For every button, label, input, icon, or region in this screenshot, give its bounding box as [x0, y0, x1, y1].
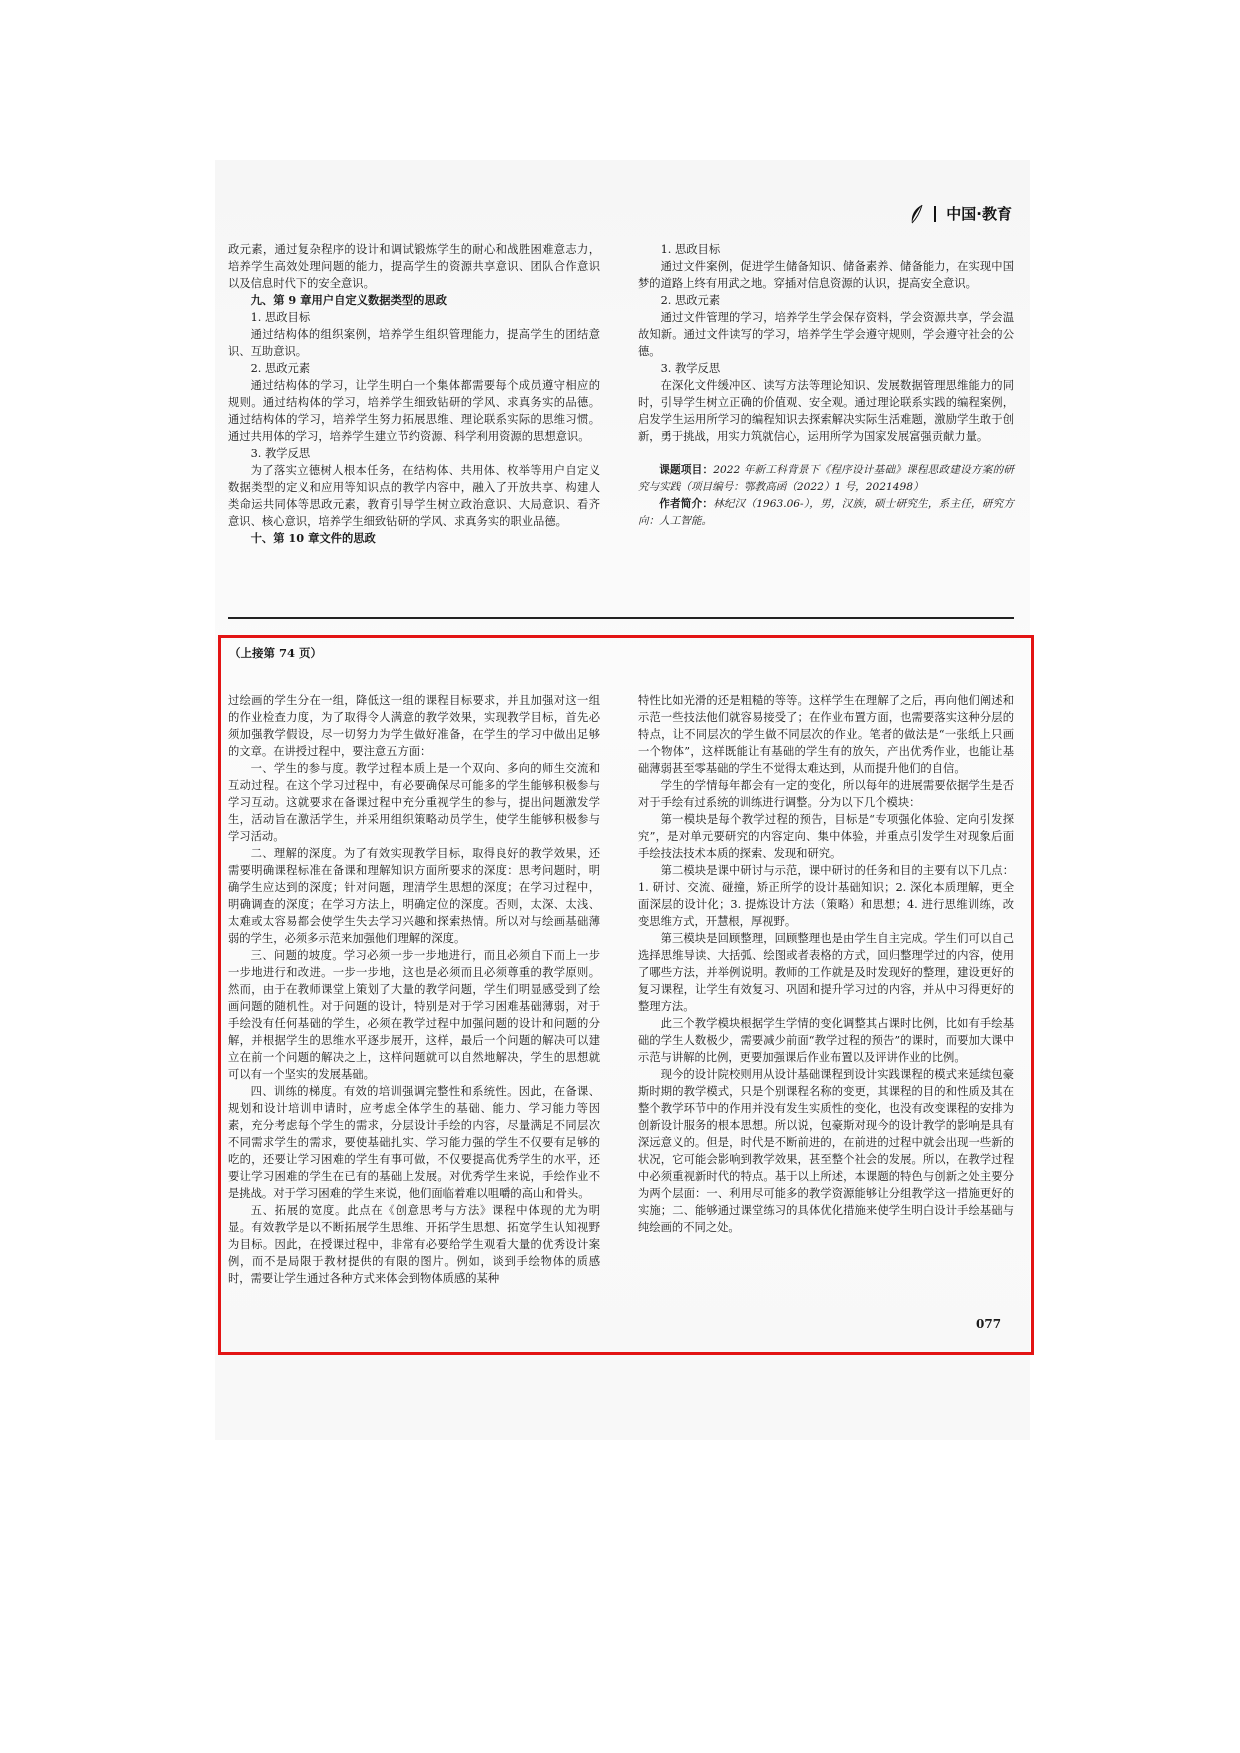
paragraph: 第二模块是课中研讨与示范，课中研讨的任务和目的主要有以下几点：1. 研讨、交流、碰撞，矫正所学的设计基础知识；2. 深化本质理解，更全面深层的设计化；3. 提炼设计方法（策略）和思想；4. 进行思维训练，改变思维方式，开慧根，厚视野。 — [638, 864, 1014, 928]
paragraph: 第一模块是每个教学过程的预告，目标是“专项强化体验、定向引发探究”，是对单元要研究的内容定向、集中体验，并重点引发学生对现象后面手绘技法技术本质的探索、发现和研究。 — [638, 813, 1014, 860]
header-divider — [934, 206, 936, 222]
section-heading: 十、第 10 章文件的思政 — [250, 531, 376, 545]
subheading: 2. 思政元素 — [660, 294, 721, 307]
subheading: 1. 思政目标 — [660, 243, 721, 256]
project-label: 课题项目： — [659, 464, 714, 476]
paragraph: 学生的学情每年都会有一定的变化，所以每年的进展需要依据学生是否对于手绘有过系统的训练进行调整。分为以下几个模块： — [638, 779, 1014, 809]
subheading: 3. 教学反思 — [660, 362, 721, 375]
top-left-column — [228, 241, 600, 547]
author-note — [638, 496, 1014, 530]
paragraph: 此三个教学模块根据学生学情的变化调整其占课时比例，比如有手绘基础的学生人数极少，需要减少前面“教学过程的预告”的课时，而要加大课中示范与讲解的比例，更要加强课后作业布置以及评讲作业的比例。 — [638, 1017, 1014, 1064]
paragraph: 特性比如光滑的还是粗糙的等等。这样学生在理解了之后，再向他们阐述和示范一些技法他们就容易接受了；在作业布置方面，也需要落实这种分层的特点，让不同层次的学生做不同层次的作业。笔者的做法是“一张纸上只画一个物体”，这样既能让有基础的学生有的放矢，产出优秀作业，也能让基础薄弱甚至零基础的学生不觉得太难达到，从而提升他们的自信。 — [638, 694, 1014, 775]
paragraph: 现今的设计院校则用从设计基础课程到设计实践课程的模式来延续包豪斯时期的教学模式，只是个别课程名称的变更，其课程的目的和性质及其在整个教学环节中的作用并没有发生实质性的变化，也没有改变课程的安排为创新设计服务的根本思想。所以说，包豪斯对现今的设计教学的影响是具有深远意义的。但是，时代是不断前进的，在前进的过程中就会出现一些新的状况，它可能会影响到教学效果，甚至整个社会的发展。所以，在教学过程中必须重视新时代的特点。基于以上所述，本课题的特色与创新之处主要分为两个层面：一、利用尽可能多的教学资源能够让分组教学这一措施更好的实施；二、能够通过课堂练习的具体优化措施来使学生明白设计手绘基础与纯绘画的不同之处。 — [638, 1068, 1014, 1234]
author-text: 林纪汉（1963.06-），男，汉族，硕士研究生，系主任，研究方向：人工智能。 — [638, 498, 1014, 527]
paragraph: 政元素，通过复杂程序的设计和调试锻炼学生的耐心和战胜困难意志力，培养学生高效处理问题的能力，提高学生的资源共享意识、团队合作意识以及信息时代下的安全意识。 — [228, 243, 600, 290]
page-number: 077 — [976, 1317, 1002, 1331]
paragraph: 过绘画的学生分在一组，降低这一组的课程目标要求，并且加强对这一组的作业检查力度，为了取得令人满意的教学效果，实现教学目标，首先必须加强教学假设，尽一切努力为学生做好准备，在学生的学习中做出足够的文章。在讲授过程中，要注意五方面： — [228, 694, 600, 758]
subheading: 2. 思政元素 — [250, 362, 311, 375]
paragraph: 在深化文件缓冲区、读写方法等理论知识、发展数据管理思维能力的同时，引导学生树立正确的价值观、安全观。通过理论联系实践的编程案例，启发学生运用所学习的编程知识去探索解决实际生活难题，激励学生敢于创新，勇于挑战，用实力筑就信心，运用所学为国家发展富强贡献力量。 — [638, 379, 1014, 443]
paragraph: 四、训练的梯度。有效的培训强调完整性和系统性。因此，在备课、规划和设计培训申请时，应考虑全体学生的基础、能力、学习能力等因素，充分考虑每个学生的需求，分层设计手绘的内容，尽量满足不同层次不同需求学生的需求，要使基础扎实、学习能力强的学生不仅要有足够的吃的，还要让学习困难的学生有事可做，不仅要提高优秀学生的水平，还要让学习困难的学生在已有的基础上发展。对优秀学生来说，手绘作业不是挑战。对于学习困难的学生来说，他们面临着难以咀嚼的高山和骨头。 — [228, 1085, 600, 1200]
leaf-logo-icon — [910, 204, 924, 224]
paragraph: 通过结构体的组织案例，培养学生组织管理能力，提高学生的团结意识、互助意识。 — [228, 328, 600, 358]
paragraph: 通过结构体的学习，让学生明白一个集体都需要每个成员遵守相应的规则。通过结构体的学习，培养学生细致钻研的学风、求真务实的品德。通过结构体的学习，培养学生努力拓展思维、理论联系实际的思维习惯。通过共用体的学习，培养学生建立节约资源、科学利用资源的思想意识。 — [228, 379, 600, 443]
project-note — [638, 462, 1014, 496]
paragraph: 一、学生的参与度。教学过程本质上是一个双向、多向的师生交流和互动过程。在这个学习过程中，有必要确保尽可能多的学生能够积极参与学习互动。这就要求在备课过程中充分重视学生的参与，提出问题激发学生，活动旨在激活学生，并采用组织策略动员学生，使学生能够积极参与学习活动。 — [228, 762, 600, 843]
journal-header — [910, 203, 1012, 224]
author-label: 作者简介： — [659, 498, 714, 510]
section-heading: 九、第 9 章用户自定义数据类型的思政 — [250, 293, 448, 307]
paragraph: 五、拓展的宽度。此点在《创意思考与方法》课程中体现的尤为明显。有效教学是以不断拓展学生思维、开拓学生思想、拓宽学生认知视野为目标。因此，在授课过程中，非常有必要给学生观看大量的优秀设计案例，而不是局限于教材提供的有限的图片。例如，谈到手绘物体的质感时，需要让学生通过各种方式来体会到物体质感的某种 — [228, 1204, 600, 1285]
paragraph: 为了落实立德树人根本任务，在结构体、共用体、枚举等用户自定义数据类型的定义和应用等知识点的教学内容中，融入了开放共享、构建人类命运共同体等思政元素，教育引导学生树立政治意识、大局意识、看齐意识、核心意识，培养学生细致钻研的学风、求真务实的职业品德。 — [228, 464, 600, 528]
bottom-right-column — [638, 692, 1014, 1236]
subheading: 1. 思政目标 — [250, 311, 311, 324]
subheading: 3. 教学反思 — [250, 447, 311, 460]
paragraph: 三、问题的坡度。学习必须一步一步地进行，而且必须自下而上一步一步地进行和改进。一步一步地，这也是必须而且必须尊重的教学原则。然而，由于在教师课堂上策划了大量的教学问题，学生们明显感受到了绘画问题的随机性。对于问题的设计，特别是对于学习困难基础薄弱，对于手绘没有任何基础的学生，必须在教学过程中加强问题的设计和问题的分解，并根据学生的思维水平逐步展开，这样，最后一个问题的解决可以建立在前一个问题的解决之上，这样问题就可以自然地解决，学生的思想就可以有一个坚实的发展基础。 — [228, 949, 600, 1081]
paragraph: 第三模块是回顾整理，回顾整理也是由学生自主完成。学生们可以自己选择思维导读、大括弧、绘图或者表格的方式，回归整理学过的内容，使用了哪些方法，并举例说明。教师的工作就是及时发现好的整理，建设更好的复习课程，让学生有效复习、巩固和提升学习过的内容，并从中习得更好的整理方法。 — [638, 932, 1014, 1013]
paragraph: 通过文件案例，促进学生储备知识、储备素养、储备能力，在实现中国梦的道路上终有用武之地。穿插对信息资源的认识，提高安全意识。 — [638, 260, 1014, 290]
journal-title: 中国·教育 — [946, 205, 1012, 223]
article-separator — [228, 617, 1014, 619]
bottom-left-column — [228, 692, 600, 1287]
paragraph: 通过文件管理的学习，培养学生学会保存资料，学会资源共享，学会温故知新。通过文件读写的学习，培养学生学会遵守规则，学会遵守社会的公德。 — [638, 311, 1014, 358]
project-text: 2022 年新工科背景下《程序设计基础》课程思政建设方案的研究与实践（项目编号：鄂教高函（2022）1 号，2021498） — [638, 464, 1015, 493]
paragraph: 二、理解的深度。为了有效实现教学目标，取得良好的教学效果，还需要明确课程标准在备课和理解知识方面所要求的深度：思考问题时，明确学生应达到的深度；针对问题，理清学生思想的深度；在学习过程中，明确调查的深度；在学习方法上，明确定位的深度。否则，太深、太浅、太难或太容易都会使学生失去学习兴趣和探索热情。所以对与绘画基础薄弱的学生，必须多示范来加强他们理解的深度。 — [228, 847, 600, 945]
continued-from-note: （上接第 74 页） — [229, 646, 323, 660]
top-right-column — [638, 241, 1014, 530]
